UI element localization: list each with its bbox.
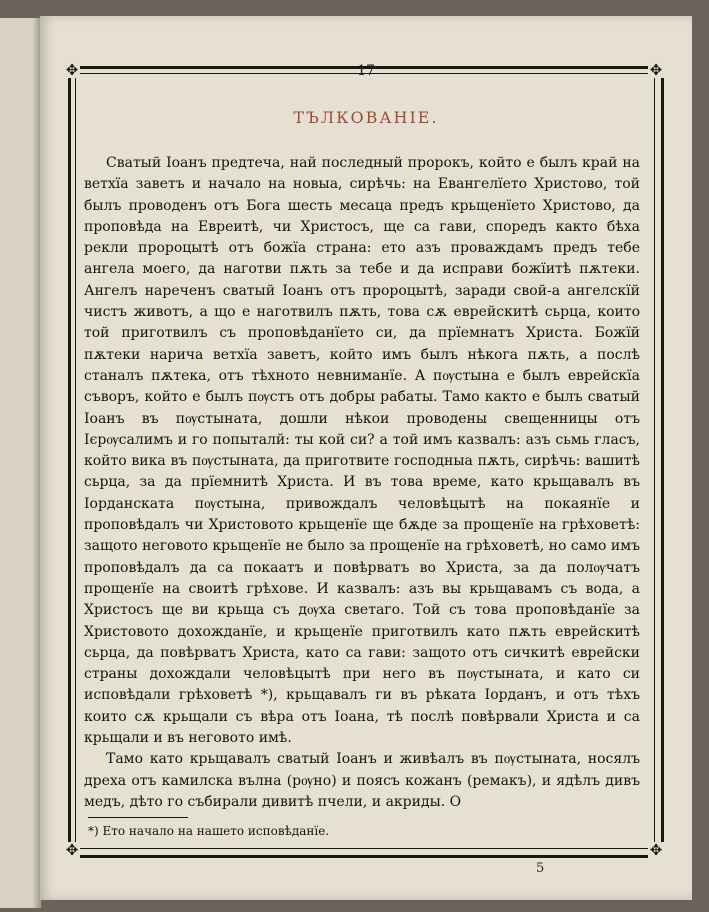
facing-page-edge [0,18,41,908]
printer-signature: 5 [536,861,545,876]
gutter-shadow [32,18,40,908]
corner-ornament-icon: ✥ [649,61,663,79]
footnote: *) Ето начало на нашето исповѣданїе. [88,824,330,838]
body-text [84,153,640,813]
paragraph: Сватый Іоанъ предтеча, най последный пророкъ, който е былъ край на ветхїа заветъ и начало на новыа, сирѣчь: на Евангелїето Христово, той былъ проводенъ отъ Бога шесть месаца предъ крьщенїето Христово, да проповѣда на Евреитѣ, чи Христосъ, ще са гави, споредъ както бѣха рекли пророцытѣ отъ божїа страна: ето азъ проваждамъ предъ тебе ангела моего, да наготви пѫть за тебе и да исправи божїитѣ пѫтеки. Ангелъ нареченъ сватый Іоанъ отъ пророцытѣ, заради свой-а ангелскїй чистъ животъ, а що е наготвилъ пѫть, това сѫ еврейскитѣ сьрца, които той приготвилъ съ проповѣданїето си, да прїемнатъ Христа. Божїй пѫтеки нарича ветхїа заветъ, който имъ былъ нѣкога пѫть, а послѣ станалъ пѫтека, отъ тѣхното невниманїе. А пѹстына е былъ еврейскїа съворъ, който е былъ пѹстъ отъ добры рабаты. Тамо както е былъ сватый Іоанъ въ пѹстыната, дошли нѣкои проводены свещенницы отъ Ієрѹсалимъ и го попыталй: ты кой си? а той имъ казвалъ: азъ сьмь гласъ, който вика въ пѹстыната, да приготвите господныа пѫть, сирѣчь: вашитѣ сьрца, за да прїемнитѣ Христа. И въ това време, като крьщавалъ въ Іорданската пѹстына, привождалъ человѣцытѣ на покаянїе и проповѣдалъ чи Христовото крьщенїе ще бѫде за прощенїе на грѣховетѣ: защото неговото крьщенїе не было за прощенїе на грѣховетѣ, но само имъ проповѣдалъ да са покаатъ и повѣрватъ во Христа, за да полѹчатъ прощенїе на своитѣ грѣхове. И казвалъ: азъ вы крьщавамъ съ вода, а Христосъ ще ви крьща съ дѹха светаго. Той съ това проповѣданїе за Христовото дохожданїе, и крьщенїе приготвилъ като пѫть еврейскитѣ сьрца, да повѣрватъ Христа, като са гави: защото отъ сичкитѣ еврейски страны дохождали человѣцытѣ при него въ пѹстыната, и като си исповѣдали грѣховетѣ *), крьщавалъ ги въ рѣката Іорданъ, и отъ тѣхъ които сѫ крьщали съ вѣра отъ Іоана, тѣ послѣ повѣрвали Христа и са крьщали и въ неговото имѣ. [84,155,640,747]
section-heading: ТЪЛКОВАНІЕ. [293,108,439,127]
corner-ornament-icon: ✥ [65,61,79,79]
page-number: 17 [357,63,375,79]
footnote-rule [88,817,188,818]
corner-ornament-icon: ✥ [65,841,79,859]
book-page [40,16,692,900]
corner-ornament-icon: ✥ [649,841,663,859]
paragraph: Тамо като крьщавалъ сватый Іоанъ и живѣалъ въ пѹстыната, носялъ дреха отъ камилска вълна (рѹно) и поясъ кожанъ (ремакъ), и ядѣлъ дивъ медъ, дѣто го събирали дивитѣ пчели, и акриды. О [84,751,640,810]
